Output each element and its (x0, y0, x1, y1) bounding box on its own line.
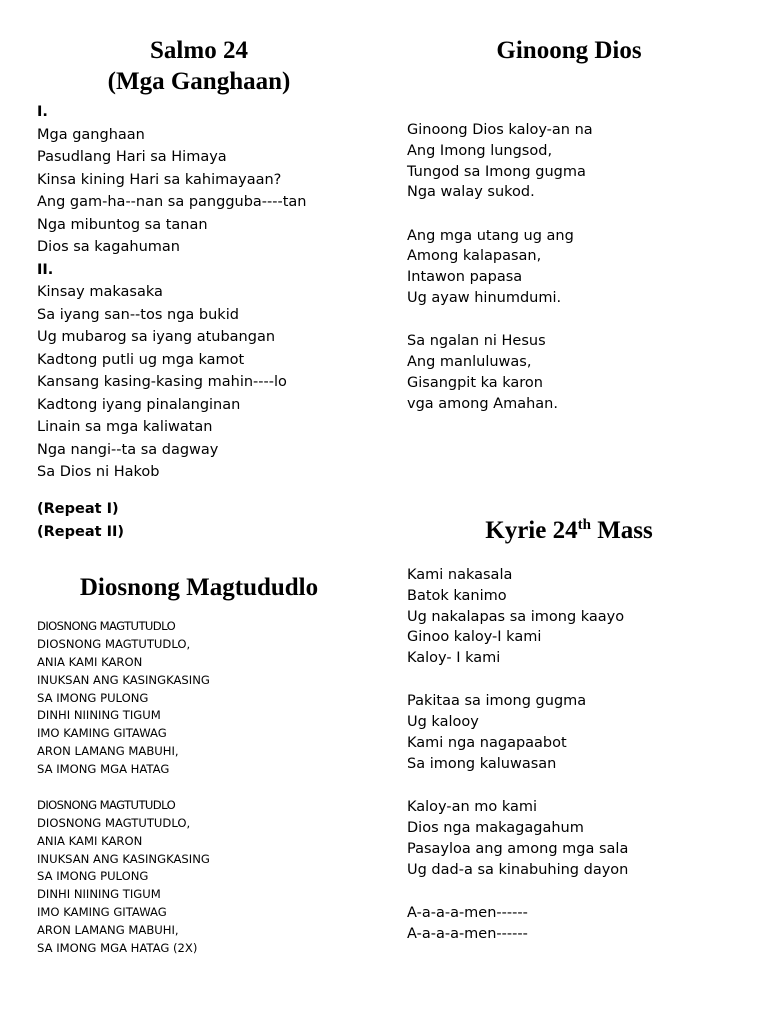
lyric-line: INUKSAN ANG KASINGKASING (37, 672, 210, 687)
lyric-line: INUKSAN ANG KASINGKASING (37, 851, 210, 866)
lyric-line: Sa Dios ni Hakob (37, 464, 160, 480)
repeat-note-1: (Repeat I) (37, 501, 119, 517)
lyric-line: A-a-a-a-men------ (407, 904, 528, 921)
salmo-lyrics (37, 101, 307, 484)
lyric-line: IMO KAMING GITAWAG (37, 905, 167, 920)
lyric-line: Kaloy- I kami (407, 650, 501, 667)
lyric-line: Ang gam-ha--nan sa pangguba----tan (37, 194, 307, 210)
stanza-gap (407, 880, 628, 903)
lyric-line: Pasayloa ang among mga sala (407, 840, 629, 857)
lyric-line: Kinsa kining Hari sa kahimayaan? (37, 171, 282, 188)
lyric-line: DINHI NIINING TIGUM (37, 887, 161, 902)
lyric-line: Nga nangi--ta sa dagway (37, 441, 219, 458)
lyric-line: Ug mubarog sa iyang atubangan (37, 329, 276, 345)
lyric-line: ANIA KAMI KARON (37, 833, 143, 848)
stanza-gap (37, 779, 210, 797)
section-marker-2: II. (37, 261, 54, 278)
salmo-title-line2: (Mga Ganghaan) (107, 68, 291, 95)
lyric-line: SA IMONG MGA HATAG (2X) (37, 941, 198, 956)
diosnong-lyrics (37, 618, 210, 958)
lyric-line: Dios sa kagahuman (37, 239, 180, 255)
lyric-line: Sa ngalan ni Hesus (407, 333, 546, 350)
lyric-line: IMO KAMING GITAWAG (37, 726, 167, 741)
lyric-line: DIOSNONG MAGTUTUDLO, (37, 636, 191, 651)
kyrie-title-main: Kyrie 24 (485, 517, 578, 544)
lyric-line: vga among Amahan. (407, 395, 558, 412)
stanza-gap (407, 309, 593, 332)
lyric-line: Pakitaa sa imong gugma (407, 693, 587, 710)
lyric-line: Sa iyang san--tos nga bukid (37, 306, 239, 323)
lyric-line: Kami nakasala (407, 567, 513, 583)
kyrie-lyrics (407, 565, 628, 944)
lyric-line: Ug dad-a sa kinabuhing dayon (407, 861, 629, 878)
lyric-line: Kami nga nagapaabot (407, 735, 567, 752)
lyric-line: Intawon papasa (407, 269, 523, 286)
repeat-note-2: (Repeat II) (37, 523, 125, 540)
lyric-line: Ug ayaw hinumdumi. (407, 290, 562, 307)
lyric-line: Dios nga makagagahum (407, 819, 584, 836)
lyric-line: DINHI NIINING TIGUM (37, 708, 161, 723)
lyric-line: Ang manluluwas, (407, 354, 532, 371)
lyric-line: DIOSNONG MAGTUTUDLO, (37, 815, 191, 830)
lyric-line: Kinsay makasaka (37, 284, 163, 300)
salmo-title-line1: Salmo 24 (150, 37, 248, 64)
ginoong-title: Ginoong Dios (496, 37, 642, 64)
lyric-line: Ginoo kaloy-I kami (407, 629, 542, 646)
lyric-line: A-a-a-a-men------ (407, 925, 528, 942)
lyric-line: Ug nakalapas sa imong kaayo (407, 608, 625, 625)
stanza-gap (407, 775, 628, 798)
lyric-line: ARON LAMANG MABUHI, (37, 744, 179, 759)
repeat-notes (37, 498, 124, 543)
lyric-line: Ug kalooy (407, 714, 479, 731)
stanza-gap (407, 669, 628, 692)
salmo-title (82, 35, 316, 97)
lyric-line: SA IMONG MGA HATAG (37, 762, 170, 777)
kyrie-title-superscript: th (577, 517, 591, 533)
lyric-line: ARON LAMANG MABUHI, (37, 923, 179, 938)
section-marker-1: I. (37, 104, 48, 120)
lyric-line: Tungod sa Imong gugma (407, 163, 586, 180)
kyrie-title (462, 515, 676, 546)
lyric-line: SA IMONG PULONG (37, 869, 149, 884)
stanza-gap (407, 203, 593, 226)
lyric-line: Nga walay sukod. (407, 184, 535, 201)
lyric-line: Batok kanimo (407, 587, 507, 604)
lyric-line: Ang Imong lungsod, (407, 142, 553, 159)
lyric-line: Kadtong iyang pinalanginan (37, 396, 241, 413)
lyric-line: Kadtong putli ug mga kamot (37, 351, 245, 368)
diosnong-title: Diosnong Magtududlo (79, 574, 319, 601)
lyric-line: Ang mga utang ug ang (407, 227, 574, 244)
lyric-line: Among kalapasan, (407, 248, 542, 265)
lyric-line: Kaloy-an mo kami (407, 799, 538, 816)
lyric-line: SA IMONG PULONG (37, 690, 149, 705)
kyrie-title-tail: Mass (590, 517, 653, 544)
lyric-line: Linain sa mga kaliwatan (37, 419, 213, 435)
lyric-line: Nga mibuntog sa tanan (37, 216, 208, 233)
ginoong-lyrics (407, 120, 593, 415)
stanza-header: DIOSNONG MAGTUTUDLO (37, 619, 176, 633)
lyric-line: Mga ganghaan (37, 126, 145, 143)
stanza-header: DIOSNONG MAGTUTUDLO (37, 797, 176, 812)
lyric-line: ANIA KAMI KARON (37, 654, 143, 669)
lyric-line: Ginoong Dios kaloy-an na (407, 122, 593, 138)
lyric-line: Sa imong kaluwasan (407, 755, 557, 772)
lyric-line: Pasudlang Hari sa Himaya (37, 149, 227, 165)
lyric-line: Kansang kasing-kasing mahin----lo (37, 374, 287, 390)
lyric-line: Gisangpit ka karon (407, 374, 543, 391)
